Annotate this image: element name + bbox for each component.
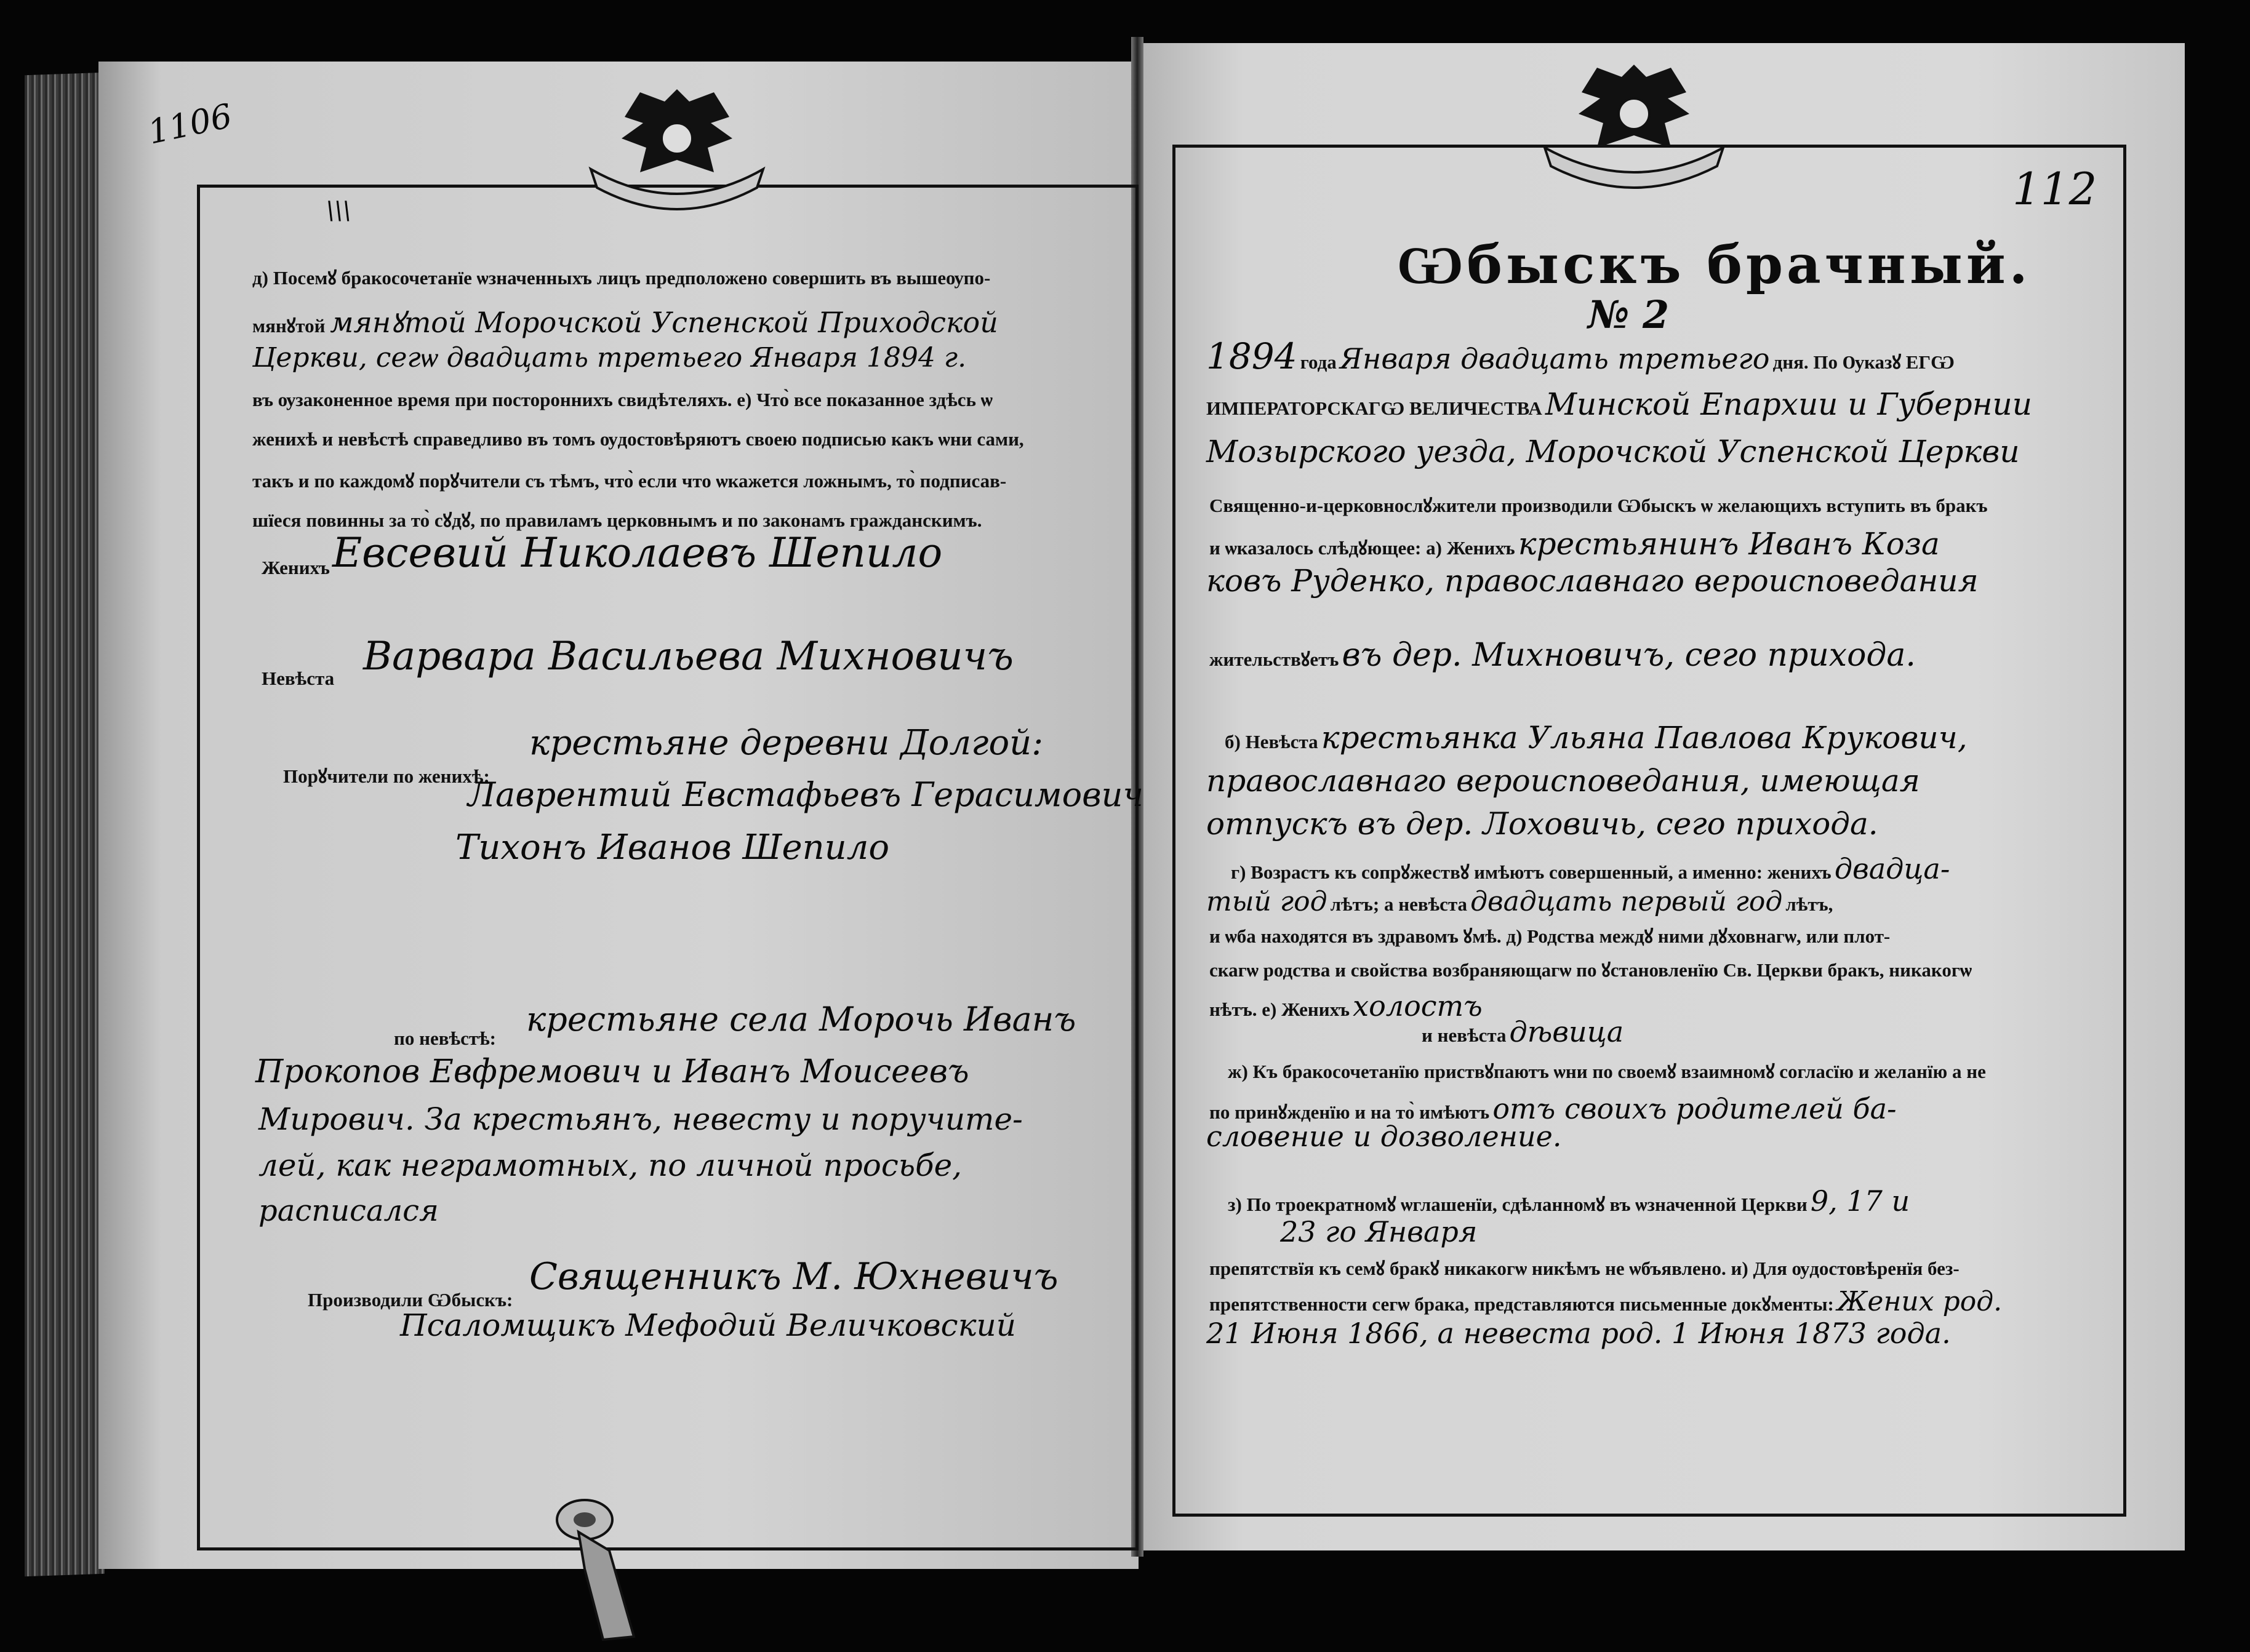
documents-line: препятственности сегѡ брака, представляются письменные докꙋменты: Жених род. (1209, 1286, 2003, 1317)
consent-line-1: ж) Къ бракосочетанїю приствꙋпаютъ ѡни по своемꙋ взаимномꙋ согласїю и желанїю а не (1228, 1061, 1986, 1082)
paragraph-d-line-2: мянꙋтой мянꙋтой Морочской Успенской Приходской (252, 306, 998, 339)
bride-guarantor-line-4: лей, как неграмотных, по личной просьбе, (258, 1147, 963, 1183)
corner-mark: \\\ (326, 197, 351, 225)
groom-guarantor-line-3: Тихонъ Иванов Шепило (455, 828, 890, 868)
kinship-line: скагѡ родства и свойства возбраняющагѡ по ꙋстановленїю Св. Церкви бракъ, никакогѡ (1209, 959, 1972, 981)
record-number: № 2 (1588, 292, 1670, 337)
producer-line-2: Псаломщикъ Мефодий Величковский (400, 1307, 1016, 1343)
banns-line-2: 23 го Января (1280, 1215, 1478, 1248)
age-line-2: тый год лѣтъ; а невѣста двадцать первый год лѣтъ, (1206, 886, 1833, 917)
groom-guarantor-line-1: крестьяне деревни Долгой: (529, 723, 1044, 763)
bride-guarantor-line-2: Прокопов Евфремович и Иванъ Моисеевъ (255, 1053, 969, 1090)
bride-guarantor-line-3: Мирович. За крестьянъ, невесту и поручите- (258, 1101, 1023, 1137)
paragraph-d-line-4: въ ѹзаконенное время при постороннихъ свидѣтеляхъ. е) Что̀ все показанное здѣсь ѡ (252, 389, 993, 410)
paragraph-d-line-3: Церкви, сегѡ двадцать третьего Января 1894 г. (252, 342, 967, 373)
paragraph-d-line-6: такъ и по каждомꙋ порꙋчители съ тѣмъ, что̀ если что ѡкажется ложнымъ, то̀ подписав- (252, 470, 1007, 492)
consent-line-2: по принꙋжденїю и на то̀ имѣютъ отъ своихъ родителей ба- (1209, 1092, 1897, 1125)
residence-line: жительствꙋетъ въ дер. Михновичъ, сего прихода. (1209, 637, 1916, 674)
archive-number: 1106 (144, 96, 236, 152)
intro-line-3: Мозырского уезда, Морочской Успенской Церкви (1206, 434, 2020, 469)
paragraph-d-line-7: шїеся повинны за то̀ сꙋдꙋ, по правиламъ церковнымъ и по законамъ гражданскимъ. (252, 509, 982, 531)
consent-line-3: словение и дозволение. (1206, 1120, 1562, 1153)
documents-line-2: 21 Июня 1866, а невеста род. 1 Июня 1873 года. (1206, 1317, 1951, 1350)
bride-line-3: отпускъ въ дер. Лоховичь, сего прихода. (1206, 806, 1878, 842)
producer-line-1: Священникъ М. Юхневичъ (529, 1255, 1059, 1298)
age-line-1: г) Возрастъ къ сопрꙋжествꙋ имѣютъ совершенный, а именно: женихъ двадца- (1231, 852, 1950, 885)
groom-signature: Евсевий Николаевъ Шепило (332, 529, 943, 577)
book-page-edges (25, 73, 105, 1577)
bride-guarantor-line-5: расписался (258, 1194, 439, 1228)
producers-label: Производили Ѡбыскъ: (308, 1289, 513, 1311)
banns-line: з) По троекратномꙋ ѡглашенїи, сдѣланномꙋ въ ѡзначенной Церкви 9, 17 и (1228, 1184, 1910, 1218)
groom-guarantors-label: Порꙋчители по женихѣ: (283, 765, 490, 787)
impediment-line: препятствїя къ семꙋ бракꙋ никакогѡ никѣмъ не ѡбъявлено. и) Для ѹдостовѣренїя без- (1209, 1258, 1960, 1279)
page-number: 112 (2012, 163, 2097, 215)
document-title: Ѡбыскъ брачный. (1397, 234, 2032, 296)
groom-label: Женихъ (262, 557, 330, 578)
clergy-line: Священно-и-церковнослꙋжители производили Ѡбыскъ ѡ желающихъ вступить въ бракъ (1209, 495, 1988, 516)
bride-line-2: православнаго вероисповедания, имеющая (1206, 763, 1920, 799)
groom-status-line: нѣтъ. е) Женихъ холостъ (1209, 989, 1483, 1023)
bride-status-line: и невѣста дѣвица (1422, 1015, 1624, 1048)
bride-signature: Варвара Васильева Михновичъ (363, 634, 1014, 679)
bride-label: Невѣста (262, 668, 335, 689)
intro-line-2: ИМПЕРАТОРСКАГѠ ВЕЛИЧЕСТВА Минской Епархии и Губернии (1206, 386, 2032, 422)
bride-line-1: б) Невѣста крестьянка Ульяна Павлова Крукович, (1225, 720, 1968, 756)
imperial-eagle-emblem-right (1532, 52, 1736, 200)
groom-intro-line: и ѡказалось слѣдꙋющее: а) Женихъ крестьянинъ Иванъ Коза (1209, 526, 1940, 562)
health-line: и ѡба находятся въ здравомъ ꙋмѣ. д) Родства междꙋ ними дꙋховнагѡ, или плот- (1209, 925, 1891, 947)
bride-guarantors-label: по невѣстѣ: (394, 1028, 496, 1049)
groom-guarantor-line-2: Лаврентий Евстафьевъ Герасимович (468, 775, 1143, 814)
book-clasp (542, 1495, 659, 1643)
intro-line-1: 1894 года Января двадцать третьего дня. По Ѹказꙋ ЕГѠ (1206, 335, 1955, 377)
groom-intro-line-2: ковъ Руденко, православнаго вероисповедания (1206, 563, 1979, 599)
paragraph-d-line-5: женихѣ и невѣстѣ справедливо въ томъ ѹдостовѣряютъ своею подписью какъ ѡни сами, (252, 428, 1024, 450)
bride-guarantor-line-1: крестьяне села Морочь Иванъ (526, 1000, 1076, 1039)
imperial-eagle-emblem-left (579, 77, 775, 218)
paragraph-d-line-1: д) Посемꙋ бракосочетанїе ѡзначенныхъ лицъ предположено совершить въ вышеѹпо- (252, 267, 991, 289)
